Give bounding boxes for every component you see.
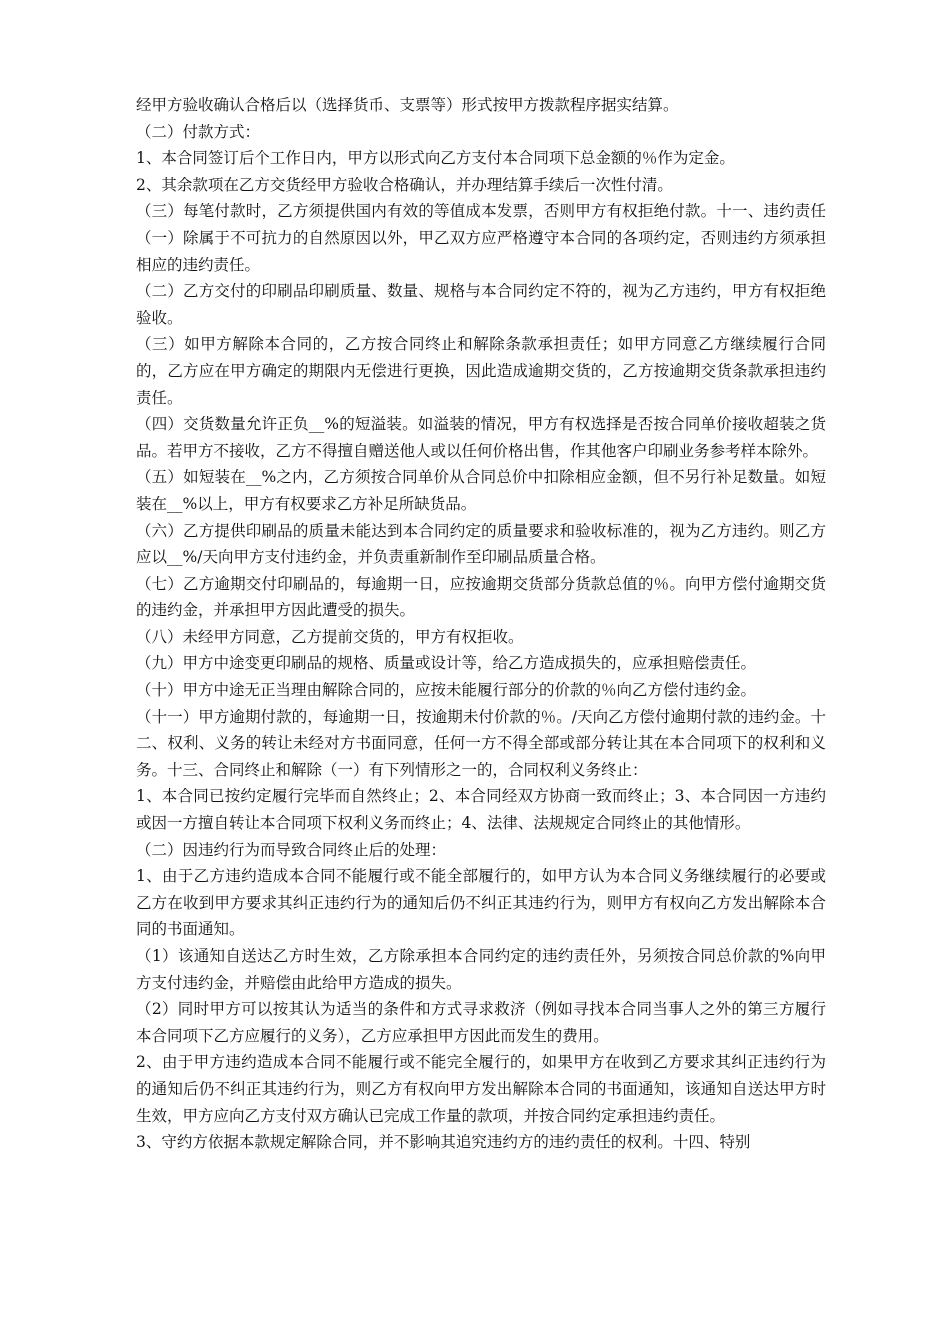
paragraph-termination-cases: 1、本合同已按约定履行完毕而自然终止；2、本合同经双方协商一致而终止；3、本合同因一方违约或因一方擅自转让本合同项下权利义务而终止；4、法律、法规规定合同终止的其他情形。 — [136, 787, 826, 833]
paragraph-payment-method-heading: （二）付款方式： — [136, 122, 261, 141]
paragraph-quality-mismatch: （二）乙方交付的印刷品印刷质量、数量、规格与本合同约定不符的，视为乙方违约，甲方有权拒绝验收。 — [136, 282, 826, 327]
paragraph-unjustified-termination: （十）甲方中途无正当理由解除合同的，应按未能履行部分的价款的％向乙方偿付违约金。 — [136, 681, 757, 700]
paragraph-replacement: （三）如甲方解除本合同的，乙方按合同终止和解除条款承担责任；如甲方同意乙方继续履行合同的，乙方应在甲方确定的期限内无偿进行更换，因此造成逾期交货的，乙方按逾期交货条款承担违约责任。 — [136, 335, 826, 407]
paragraph-party-b-breach: 1、由于乙方违约造成本合同不能履行或不能全部履行的，如甲方认为本合同义务继续履行的必要或乙方在收到甲方要求其纠正违约行为的通知后仍不纠正其违约行为，则甲方有权向乙方发出解除本合同的书面通知。 — [136, 867, 826, 939]
paragraph-settlement: 经甲方验收确认合格后以（选择货币、支票等）形式按甲方拨款程序据实结算。 — [136, 96, 679, 114]
paragraph-invoice-and-liability: （三）每笔付款时，乙方须提供国内有效的等值成本发票，否则甲方有权拒绝付款。十一、违约责任（一）除属于不可抗力的自然原因以外，甲乙双方应严格遵守本合同的各项约定，否则违约方须承担相应的违约责任。 — [136, 202, 826, 274]
paragraph-non-defaulting-party: 3、守约方依据本款规定解除合同，并不影响其追究违约方的违约责任的权利。十四、特别 — [136, 1133, 751, 1152]
paragraph-early-delivery: （八）未经甲方同意，乙方提前交货的，甲方有权拒收。 — [136, 627, 524, 646]
paragraph-deposit: 1、本合同签订后个工作日内，甲方以形式向乙方支付本合同项下总金额的％作为定金。 — [136, 149, 735, 168]
paragraph-notice-effect: （1）该通知自送达乙方时生效，乙方除承担本合同约定的违约责任外，另须按合同总价款的%向甲方支付违约金，并赔偿由此给甲方造成的损失。 — [136, 947, 826, 992]
paragraph-spec-change: （九）甲方中途变更印刷品的规格、质量或设计等，给乙方造成损失的，应承担赔偿责任。 — [136, 654, 757, 673]
paragraph-shortshipment: （五）如短装在__%之内，乙方须按合同单价从合同总价中扣除相应金额，但不另行补足数量。如短装在__%以上，甲方有权要求乙方补足所缺货品。 — [136, 468, 826, 513]
paragraph-quality-penalty: （六）乙方提供印刷品的质量未能达到本合同约定的质量要求和验收标准的，视为乙方违约。则乙方应以__%/天向甲方支付违约金，并负责重新制作至印刷品质量合格。 — [136, 521, 826, 567]
paragraph-balance-payment: 2、其余款项在乙方交货经甲方验收合格确认，并办理结算手续后一次性付清。 — [136, 175, 673, 194]
paragraph-late-payment-and-transfer: （十一）甲方逾期付款的，每逾期一日，按逾期未付价款的％。/天向乙方偿付逾期付款的违约金。十二、权利、义务的转让未经对方书面同意，任何一方不得全部或部分转让其在本合同项下的权利和义务。十三、合同终止和解除（一）有下列情形之一的，合同权利义务终止： — [136, 707, 826, 779]
document-body — [136, 92, 826, 1156]
paragraph-late-delivery: （七）乙方逾期交付印刷品的，每逾期一日，应按逾期交货部分货款总值的％。向甲方偿付逾期交货的违约金，并承担甲方因此遭受的损失。 — [136, 574, 826, 620]
paragraph-overshipment: （四）交货数量允许正负__%的短溢装。如溢装的情况，甲方有权选择是否按合同单价接收超装之货品。若甲方不接收，乙方不得擅自赠送他人或以任何价格出售，作其他客户印刷业务参考样本除外。 — [136, 415, 826, 460]
paragraph-termination-handling-heading: （二）因违约行为而导致合同终止后的处理： — [136, 840, 447, 859]
paragraph-party-a-breach: 2、由于甲方违约造成本合同不能履行或不能完全履行的，如果甲方在收到乙方要求其纠正违约行为的通知后仍不纠正其违约行为，则乙方有权向甲方发出解除本合同的书面通知，该通知自送达甲方时生效，甲方应向乙方支付双方确认已完成工作量的款项，并按合同约定承担违约责任。 — [136, 1053, 826, 1125]
paragraph-remedy: （2）同时甲方可以按其认为适当的条件和方式寻求救济（例如寻找本合同当事人之外的第三方履行本合同项下乙方应履行的义务），乙方应承担甲方因此而发生的费用。 — [136, 1000, 826, 1045]
